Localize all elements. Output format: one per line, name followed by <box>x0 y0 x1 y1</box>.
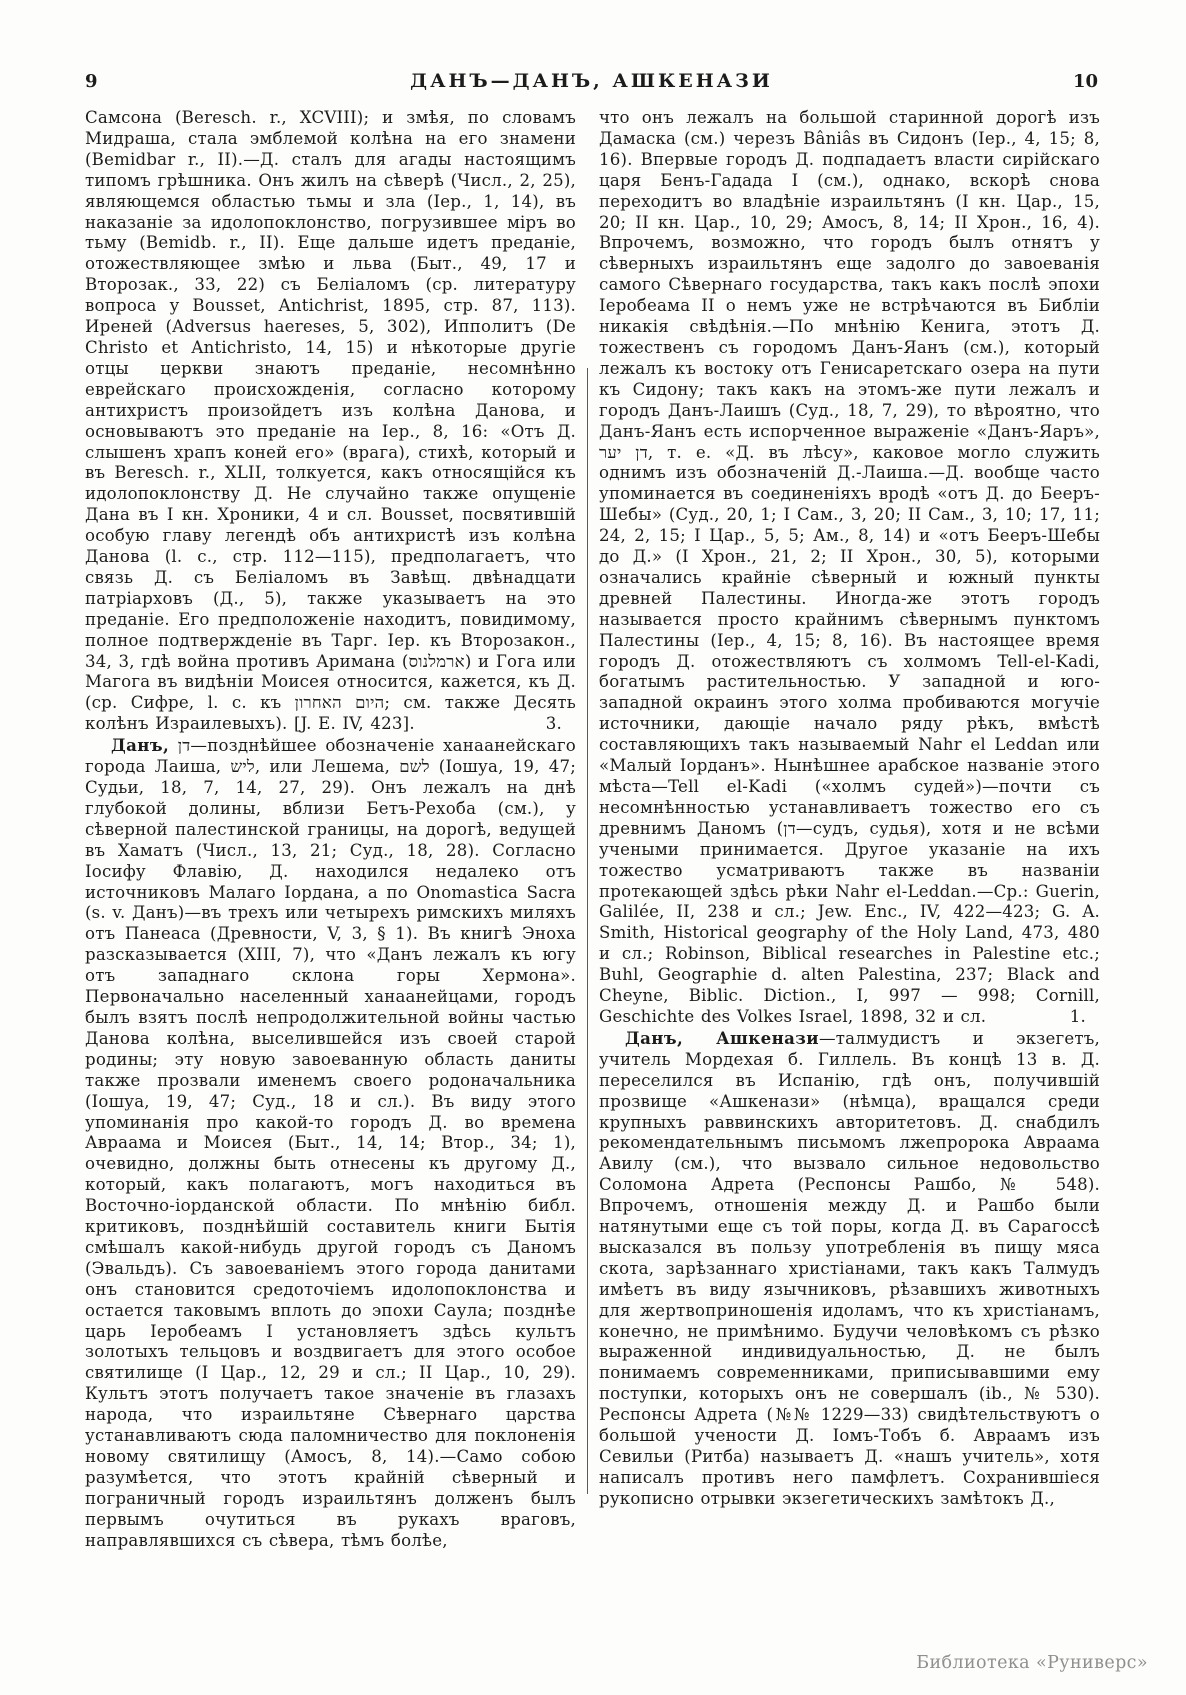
left-column <box>85 108 576 1552</box>
page-number-right: 10 <box>1072 71 1098 92</box>
author-signature: 3. <box>545 714 562 734</box>
paragraph-text: —талмудистъ и экзегетъ, учитель Мордехая б. Гиллель. Въ концѣ 13 в. Д. переселился въ Испанію, гдѣ онъ, получившій прозвище «Ашкенази» (нѣмца), вращался среди крупныхъ раввинскихъ авторитетовъ. Д. снабдилъ рекомендательнымъ письмомъ лжепророка Авраама Авилу (см.), что вызвало сильное недовольство Соломона Адрета (Респонсы Рашбо, № 548). Впрочемъ, отношенія между Д. и Рашбо были натянутыми еще съ той поры, когда Д. въ Сарагоссѣ высказался въ пользу употребленія въ пищу мяса скота, зарѣзаннаго христіанами, такъ какъ Талмудъ имѣетъ въ виду язычниковъ, рѣзавшихъ животныхъ для жертвоприношенія идоламъ, что къ христіанамъ, конечно, не примѣнимо. Будучи человѣкомъ съ рѣзко выраженной индивидуальностью, Д. не былъ понимаемъ современниками, приписывавшими ему поступки, которыхъ онъ не совершалъ (ib., № 530). Респонсы Адрета (№№ 1229—33) свидѣтельствуютъ о большой учености Д. Іомъ-Тобъ б. Авраамъ изъ Севильи (Ритба) называетъ Д. «нашъ учитель», хотя написалъ противъ него памфлетъ. Сохранившіеся рукописно отрывки экзегетическихъ замѣтокъ Д., <box>599 1028 1100 1508</box>
paragraph-text: דן—позднѣйшее обозначеніе ханаанейскаго города Лаиша, ליש, или Лешема, לשם (Іошуа, 19, 47; Судьи, 18, 7, 14, 27, 29). Онъ лежалъ на днѣ глубокой долины, вблизи Бетъ-Рехоба (см.), у сѣверной палестинской границы, на дорогѣ, ведущей въ Хаматъ (Числ., 13, 21; Суд., 18, 28). Согласно Іосифу Флавію, Д. находился недалеко отъ источниковъ Малаго Іордана, а по Onomastica Sacra (s. v. Данъ)—въ трехъ или четырехъ римскихъ миляхъ отъ Панеаса (Древности, V, 3, § 1). Въ книгѣ Эноха разсказывается (XIII, 7), что «Данъ лежалъ къ югу отъ западнаго склона горы Хермона». Первоначально населенный ханаанейцами, городъ былъ взятъ послѣ непродолжительной войны частью Данова колѣна, выселившейся изъ своей старой родины; эту новую завоеванную область даниты также прозвали именемъ своего родоначальника (Іошуа, 19, 47; Суд., 18 и сл.). Въ виду этого упоминанія про какой-то городъ Д. во времена Авраама и Моисея (Быт., 14, 14; Втор., 34; 1), очевидно, должны быть отнесены къ другому Д., который, какъ полагаютъ, могъ находиться въ Восточно-іорданской области. По мнѣнію библ. критиковъ, позднѣйшій составитель книги Бытія смѣшалъ какой-нибудь другой городъ съ Даномъ (Эвальдъ). Съ завоеваніемъ этого города данитами онъ становится средоточіемъ идолопоклонства и остается таковымъ вплоть до эпохи Саула; позднѣе царь Іеробеамъ I установляетъ здѣсь культъ золотыхъ тельцовъ и воздвигаетъ для этого особое святилище (I Цар., 12, 29 и сл.; II Цар., 10, 29). Культъ этотъ получаетъ такое значеніе въ глазахъ народа, что израильтяне Сѣвернаго царства устанавливаютъ сюда паломничество для поклоненія новому святилищу (Амосъ, 8, 14).—Само собою разумѣется, что этотъ крайній сѣверный и пограничный городъ израильтянъ долженъ былъ первымъ очутиться въ рукахъ враговъ, направлявшихся съ сѣвера, тѣмъ болѣе, <box>85 736 577 1550</box>
paragraph-entry-dan-ashkenazi <box>599 1028 1100 1510</box>
paragraph-text: что онъ лежалъ на большой старинной дорогѣ изъ Дамаска (см.) черезъ Bâniâs въ Сидонъ (Іер., 4, 15; 8, 16). Впервые городъ Д. подпадаетъ власти сирійскаго царя Бенъ-Гадада I (см.), однако, вскорѣ снова переходитъ во владѣніе израильтянъ (I кн. Цар., 15, 20; II кн. Цар., 10, 29; Амосъ, 8, 14; II Хрон., 16, 4). Впрочемъ, возможно, что городъ былъ отнятъ у сѣверныхъ израильтянъ еще задолго до завоеванія самого Сѣвернаго государства, такъ какъ послѣ эпохи Іеробеама II о немъ уже не встрѣчаются въ Библіи никакія свѣдѣнія.—По мнѣнію Кенига, этотъ Д. тожественъ съ городомъ Данъ-Яанъ (см.), который лежалъ къ востоку отъ Генисаретскаго озера на пути къ Сидону; такъ какъ на этомъ-же пути лежалъ и городъ Данъ-Лаишъ (Суд., 18, 7, 29), то вѣроятно, что Данъ-Яанъ есть испорченное выраженіе «Данъ-Яаръ», דן יער, т. е. «Д. въ лѣсу», каковое могло служить однимъ изъ обозначеній Д.-Лаиша.—Д. вообще часто упоминается въ соединеніяхъ вродѣ «отъ Д. до Бееръ-Шебы» (Суд., 20, 1; I Сам., 3, 20; II Сам., 3, 10; 17, 11; 24, 2, 15; I Цар., 5, 5; Ам., 8, 14) и «отъ Бееръ-Шебы до Д.» (I Хрон., 21, 2; II Хрон., 30, 5), которыми означались крайніе сѣверный и южный пункты древней Палестины. Иногда-же этотъ городъ называется просто крайнимъ сѣвернымъ пунктомъ Палестины (Іер., 4, 15; 8, 16). Въ настоящее время городъ Д. отожествляютъ съ холмомъ Tell-el-Kadi, богатымъ растительностью. У западной и юго-западной окраинъ этого холма пробиваются могучіе источники, дающіе начало ряду рѣкъ, вмѣстѣ составляющихъ такъ называемый Nahr el Leddan или «Малый Іорданъ». Нынѣшнее арабское названіе этого мѣста—Tell el-Kadi («холмъ судей»)—почти съ несомнѣнностью устанавливаетъ тожество его съ древнимъ Даномъ (דן—судъ, судья), хотя и не всѣми учеными принимается. Другое указаніе на ихъ тожество усматриваютъ также въ названіи протекающей здѣсь рѣки Nahr el-Leddan.—Ср.: Guerin, Galilée, II, 238 и сл.; Jew. Enc., IV, 422—423; G. A. Smith, Historical geography of the Holy Land, 473, 480 и сл.; Robinson, Biblical researches in Palestine etc.; Buhl, Geographie d. alten Palestina, 237; Black and Cheyne, Biblic. Diction., I, 997 — 998; Cornill, Geschichte des Volkes Israel, 1898, 32 и сл. <box>599 108 1100 1026</box>
paragraph-continuation <box>85 108 576 735</box>
column-divider <box>587 108 588 1552</box>
entry-title: Данъ, Ашкенази <box>625 1027 819 1048</box>
text-columns <box>85 108 1100 1552</box>
page-number-left: 9 <box>85 71 98 92</box>
right-column <box>599 108 1100 1552</box>
entry-title: Данъ, <box>111 735 170 756</box>
paragraph-text: Самсона (Beresch. r., XCVIII); и змѣя, по словамъ Мидраша, стала эмблемой колѣна на его знамени (Bemidbar r., II).—Д. сталъ для агады настоящимъ типомъ грѣшника. Онъ жилъ на сѣверѣ (Числ., 2, 25), являющемся областью тьмы и зла (Іер., 1, 14), въ наказаніе за идолопоклонство, погрузившее міръ во тьму (Bemidb. r., II). Еще дальше идетъ преданіе, отожествляющее змѣю и льва (Быт., 49, 17 и Второзак., 33, 22) съ Беліаломъ (ср. литературу вопроса у Bousset, Antichrist, 1895, стр. 87, 113). Иреней (Adversus haereses, 5, 302), Ипполитъ (De Christo et Antichristo, 14, 15) и нѣкоторые другіе отцы церкви знаютъ преданіе, несомнѣнно еврейскаго происхожденія, согласно которому антихристъ произойдетъ изъ колѣна Данова, и основываютъ это преданіе на Іер., 8, 16: «Отъ Д. слышенъ храпъ коней его» (врага), стихѣ, который и въ Beresch. r., XLII, толкуется, какъ относящійся къ идолопоклонству Д. Не случайно также опущеніе Дана въ I кн. Хроники, 4 и сл. Bousset, посвятившій особую главу легендѣ объ антихристѣ изъ колѣна Данова (l. c., стр. 112—115), предполагаетъ, что связь Д. съ Беліаломъ въ Завѣщ. двѣнадцати патріарховъ (Д., 5), также указываетъ на это преданіе. Его предположеніе находитъ, повидимому, полное подтвержденіе въ Тарг. Іер. къ Второзакон., 34, 3, гдѣ война противъ Аримана (ארמלנוס) и Гога или Магога въ видѣніи Моисея относится, кажется, къ Д. (ср. Сифре, l. c. къ היום האחרון; см. также Десять колѣнъ Израилевыхъ). [J. E. IV, 423]. <box>85 108 577 734</box>
running-title: ДАНЪ—ДАНЪ, АШКЕНАЗИ <box>410 70 773 92</box>
paragraph-continuation <box>599 108 1100 1028</box>
paragraph-entry-dan-city <box>85 735 576 1551</box>
page-header <box>85 70 1098 92</box>
library-watermark: Библиотека «Руниверс» <box>916 1653 1148 1673</box>
author-signature: 1. <box>1069 1006 1086 1026</box>
